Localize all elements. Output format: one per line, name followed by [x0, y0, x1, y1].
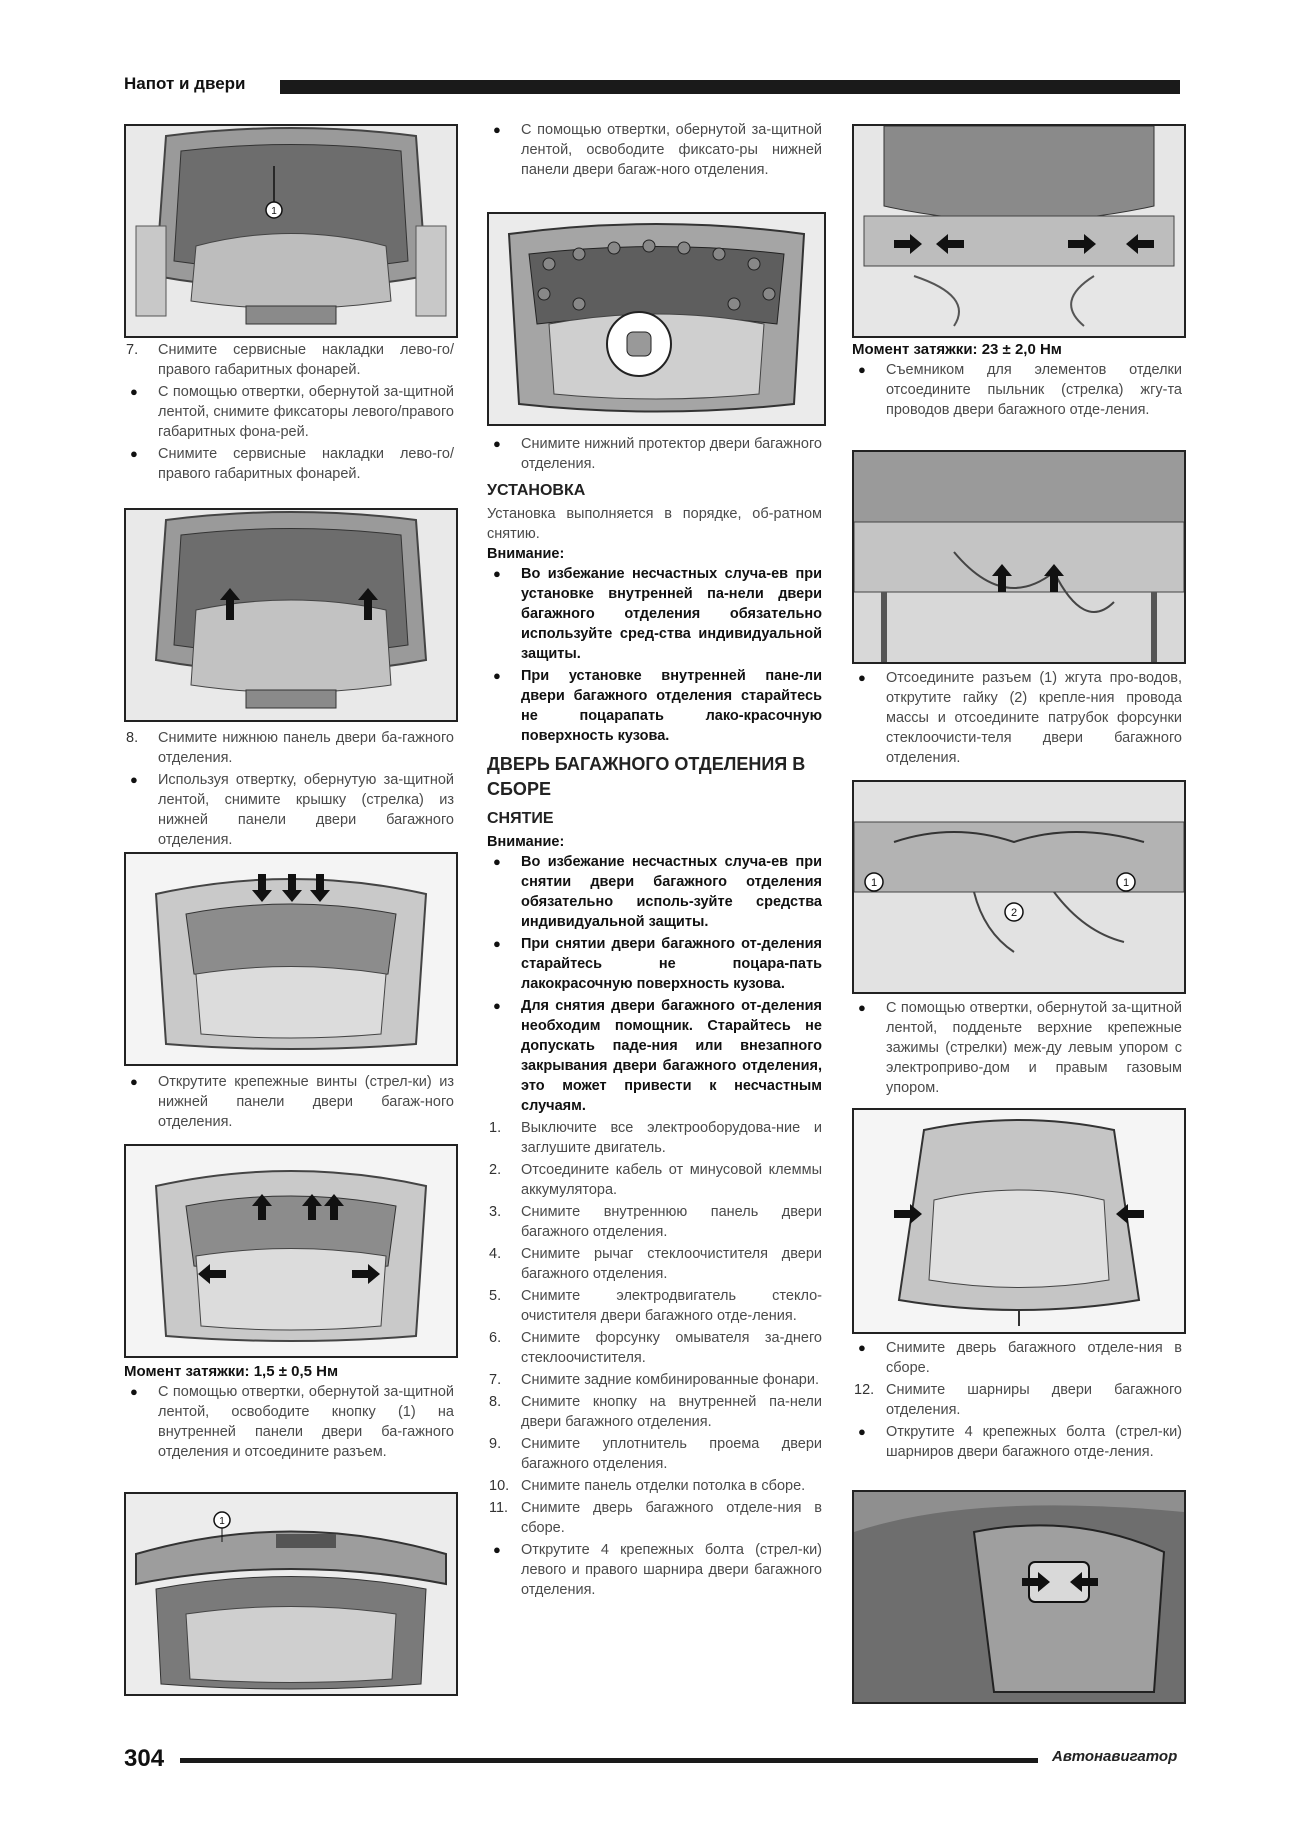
- torque-spec: Момент затяжки: 1,5 ± 0,5 Нм: [124, 1363, 339, 1380]
- list-item: ● С помощью отвертки, обернутой за-щитной лентой, освободите кнопку (1) на внутренней панели двери ба-гажного отделения и отсоедините разъем.: [130, 1384, 454, 1460]
- col3-list4: [852, 1338, 1182, 1464]
- figure-hinge-bolts-top: [852, 124, 1186, 338]
- list-item: ● С помощью отвертки, обернутой за-щитной лентой, освободите фиксато-ры нижней панели двери багаж-ного отделения.: [493, 122, 822, 178]
- col1-list1: [124, 340, 454, 486]
- figure-lower-protector: [487, 212, 826, 426]
- list-item: ● Открутите крепежные винты (стрел-ки) из нижней панели двери багаж-ного отделения.: [130, 1074, 454, 1130]
- section-title: Напот и двери: [124, 74, 246, 93]
- publisher-brand: Автонавигатор: [1052, 1748, 1178, 1765]
- callout-1-label: 1: [271, 206, 277, 217]
- list-item: ● С помощью отвертки, обернутой за-щитной лентой, снимите фиксаторы левого/правого габаритных фона-рей.: [130, 384, 454, 440]
- list-item: 12. Снимите шарниры двери багажного отделения.: [854, 1382, 1182, 1418]
- figure-lower-panel-screws: [124, 852, 458, 1066]
- torque-spec: Момент затяжки: 23 ± 2,0 Нм: [852, 341, 1062, 358]
- list-item: 1. Выключите все электрооборудова-ние и заглушите двигатель.: [489, 1120, 822, 1156]
- list-item: 9. Снимите уплотнитель проема двери багажного отделения.: [489, 1436, 822, 1472]
- list-item: 8. Снимите кнопку на внутренней па-нели двери багажного отделения.: [489, 1394, 822, 1430]
- col2-list1: [487, 120, 822, 182]
- col3-list2: [852, 668, 1182, 770]
- col2-body: [487, 434, 822, 1602]
- figure-connector-ground: [852, 780, 1186, 994]
- col1-list4: [124, 1362, 454, 1464]
- list-item: ● Снимите нижний протектор двери багажного отделения.: [493, 436, 822, 472]
- col1-list3: [124, 1072, 454, 1134]
- list-item: ● Снимите сервисные накладки лево-го/правого габаритных фонарей.: [130, 446, 454, 482]
- list-item: 11. Снимите дверь багажного отделе-ния в сборе.: [489, 1500, 822, 1536]
- install-text: Установка выполняется в порядке, об-ратном снятию.: [487, 506, 822, 542]
- install-heading: УСТАНОВКА: [487, 482, 586, 499]
- list-item: ● Открутите 4 крепежных болта (стрел-ки) шарниров двери багажного отде-ления.: [858, 1424, 1182, 1460]
- list-item: ● С помощью отвертки, обернутой за-щитной лентой, подденьте верхние крепежные зажимы (стрелки) меж-ду левым упором с электроприво-дом и правым газовым упором.: [858, 1000, 1182, 1096]
- warning-item: ● Во избежание несчастных случа-ев при установке внутренней па-нели двери багажного отделения обязательно используйте сред-ства индивидуальной защиты.: [493, 566, 822, 662]
- callout-1-label: 1: [219, 1516, 225, 1527]
- list-item: ● Съемником для элементов отделки отсоедините пыльник (стрелка) жгу-та проводов двери багажного отде-ления.: [858, 362, 1182, 418]
- list-item: ● Снимите дверь багажного отделе-ния в сборе.: [858, 1340, 1182, 1376]
- callout-2-label: 2: [1010, 907, 1018, 919]
- list-item: 7. Снимите сервисные накладки лево-го/правого габаритных фонарей.: [126, 342, 454, 378]
- list-item: 2. Отсоедините кабель от минусовой клеммы аккумулятора.: [489, 1162, 822, 1198]
- removal-heading: СНЯТИЕ: [487, 810, 554, 827]
- list-item: ● Открутите 4 крепежных болта (стрел-ки) левого и правого шарнира двери багажного отделения.: [493, 1542, 822, 1598]
- list-item: ● Используя отвертку, обернутую за-щитной лентой, снимите крышку (стрелка) из нижней панели двери багажного отделения.: [130, 772, 454, 848]
- figure-hinge-bolts-side: [852, 1490, 1186, 1704]
- list-item: ● Отсоедините разъем (1) жгута про-водов, открутите гайку (2) крепле-ния провода массы и отсоедините патрубок форсунки стеклоочисти-теля двери багажного отделения.: [858, 670, 1182, 766]
- footer-rule: [180, 1758, 1038, 1763]
- warning-item: ● Во избежание несчастных случа-ев при снятии двери багажного отделения обязательно исполь-зуйте средства индивидуальной защиты.: [493, 854, 822, 930]
- callout-1-label: 1: [870, 877, 878, 889]
- warning-item: ● При установке внутренней пане-ли двери багажного отделения старайтесь не поцарапать лако-красочную поверхность кузова.: [493, 668, 822, 744]
- figure-gas-strut-clips: [852, 1108, 1186, 1334]
- attention-label: Внимание:: [487, 546, 565, 562]
- list-item: 10. Снимите панель отделки потолка в сборе.: [489, 1478, 806, 1494]
- list-item: 6. Снимите форсунку омывателя за-днего стеклоочистителя.: [489, 1330, 822, 1366]
- header-rule: [280, 80, 1180, 94]
- callout-1-label: 1: [1122, 877, 1130, 889]
- figure-service-covers: [124, 124, 458, 338]
- warning-item: ● При снятии двери багажного от-деления старайтесь не поцара-пать лакокрасочную поверхность кузова.: [493, 936, 822, 992]
- figure-wiring-grommet: [852, 450, 1186, 664]
- page-number: 304: [124, 1745, 165, 1772]
- figure-lower-panel-arrows: [124, 508, 458, 722]
- figure-inner-button: [124, 1492, 458, 1696]
- list-item: 4. Снимите рычаг стеклоочистителя двери багажного отделения.: [489, 1246, 822, 1282]
- list-item: 5. Снимите электродвигатель стекло-очистителя двери багажного отде-ления.: [489, 1288, 822, 1324]
- list-item: 3. Снимите внутреннюю панель двери багажного отделения.: [489, 1204, 822, 1240]
- figure-lower-panel-clips: [124, 1144, 458, 1358]
- warning-item: ● Для снятия двери багажного от-деления необходим помощник. Старайтесь не допускать паде-ния или внезапного закрывания двери багажного отделения, это может привести к несчастным случаям.: [493, 998, 822, 1114]
- col3-list1: [852, 340, 1182, 422]
- list-item: 7. Снимите задние комбинированные фонари.: [489, 1372, 820, 1388]
- assembly-heading: ДВЕРЬ БАГАЖНОГО ОТДЕЛЕНИЯ В СБОРЕ: [487, 754, 806, 799]
- attention-label: Внимание:: [487, 834, 565, 850]
- col1-list2: [124, 728, 454, 852]
- col3-list3: [852, 998, 1182, 1100]
- list-item: 8. Снимите нижнюю панель двери ба-гажного отделения.: [126, 730, 454, 766]
